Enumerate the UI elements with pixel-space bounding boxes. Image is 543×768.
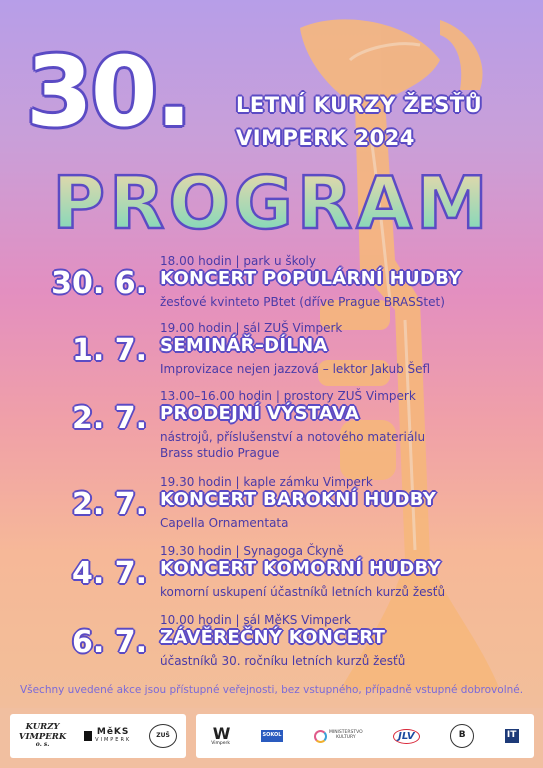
logo-bar xyxy=(0,708,543,768)
logo-vimperk: W Vimperk xyxy=(211,723,230,747)
event-description-line: Brass studio Prague xyxy=(160,446,280,460)
meks-square-icon xyxy=(84,731,92,741)
logo-kurzy-vimperk: KURZY VIMPERK o. s. xyxy=(18,722,67,749)
logo-box-right xyxy=(196,714,534,758)
logo-jlv: JLV xyxy=(393,729,419,744)
event-description xyxy=(160,294,445,310)
event-time-place: 19.30 hodin | Synagoga Čkyně xyxy=(160,544,344,558)
event-name: KONCERT BAROKNÍ HUDBY xyxy=(160,489,437,510)
event-time-place: 19.00 hodin | sál ZUŠ Vimperk xyxy=(160,321,343,335)
event-date: 4. 7. xyxy=(72,556,147,591)
event-description xyxy=(160,584,445,600)
event-date: 1. 7. xyxy=(72,333,147,368)
event-description xyxy=(160,361,430,377)
event-description-line: nástrojů, příslušenství a notového materiálu xyxy=(160,430,426,444)
event-item xyxy=(0,321,543,391)
event-description-line: účastníků 30. ročníku letních kurzů žesťů xyxy=(160,654,406,668)
event-description xyxy=(160,515,289,531)
course-title: LETNÍ KURZY ŽESŤŮ xyxy=(236,93,483,117)
ministry-ring-icon xyxy=(314,730,327,743)
event-name: SEMINÁŘ–DÍLNA xyxy=(160,335,328,356)
edition-number: 30. xyxy=(26,36,191,148)
logo-box-left xyxy=(10,714,186,758)
event-time-place: 13.00–16.00 hodin | prostory ZUŠ Vimperk xyxy=(160,389,416,403)
logo-zus: ZUŠ xyxy=(149,724,177,748)
logo-it: IT xyxy=(505,729,519,743)
logo-meks: MěKS VIMPERK xyxy=(84,728,131,743)
event-name: KONCERT KOMORNÍ HUDBY xyxy=(160,558,441,579)
event-description-line: Capella Ornamentata xyxy=(160,516,289,530)
logo-seal-icon: B xyxy=(450,724,474,748)
footer-note: Všechny uvedené akce jsou přístupné veřejnosti, bez vstupného, případně vstupné dobrovolné. xyxy=(19,684,524,696)
logo-sokol: SOKOL xyxy=(261,730,284,742)
event-time-place: 18.00 hodin | park u školy xyxy=(160,254,316,268)
program-text: PROGRAM xyxy=(52,161,492,240)
event-time-place: 19.30 hodin | kaple zámku Vimperk xyxy=(160,475,373,489)
event-date: 6. 7. xyxy=(72,625,147,660)
event-item xyxy=(0,613,543,683)
event-item xyxy=(0,389,543,459)
event-description-line: komorní uskupení účastníků letních kurzů žesťů xyxy=(160,585,446,599)
course-subtitle: VIMPERK 2024 xyxy=(236,126,415,150)
program-heading xyxy=(22,160,522,240)
event-item xyxy=(0,254,543,324)
event-name: PRODEJNÍ VÝSTAVA xyxy=(160,403,360,424)
event-description-line: žesťové kvinteto PBtet (dříve Prague BRASStet) xyxy=(160,295,445,309)
event-name: ZÁVĚREČNÝ KONCERT xyxy=(160,627,386,648)
event-date: 2. 7. xyxy=(72,487,147,522)
event-name: KONCERT POPULÁRNÍ HUDBY xyxy=(160,268,462,289)
event-date: 30. 6. xyxy=(51,266,147,301)
event-time-place: 10.00 hodin | sál MěKS Vimperk xyxy=(160,613,351,627)
event-description xyxy=(160,429,425,461)
event-description xyxy=(160,653,405,669)
event-item xyxy=(0,475,543,545)
logo-ministry-culture: MINISTERSTVO KULTURY xyxy=(314,730,363,743)
event-date: 2. 7. xyxy=(72,401,147,436)
event-description-line: Improvizace nejen jazzová – lektor Jakub Šefl xyxy=(160,362,431,376)
event-item xyxy=(0,544,543,614)
